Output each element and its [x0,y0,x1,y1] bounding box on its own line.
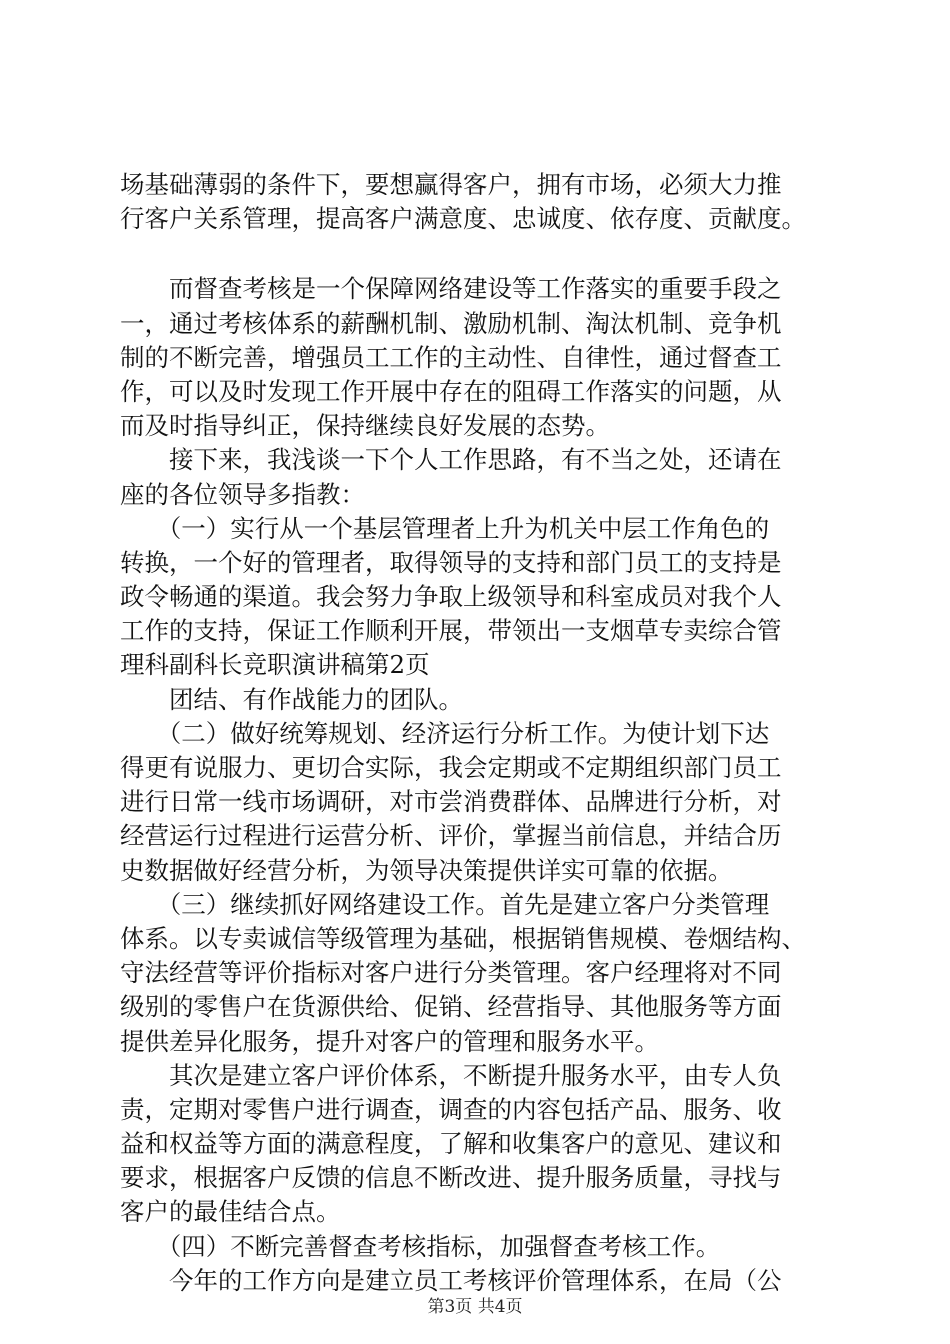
text-line: 而督查考核是一个保障网络建设等工作落实的重要手段之 [120,274,782,304]
document-body [120,168,832,1298]
text-line: 而及时指导纠正，保持继续良好发展的态势。 [120,411,610,441]
text-line: 史数据做好经营分析，为领导决策提供详实可靠的依据。 [120,855,733,885]
text-line: 客户的最佳结合点。 [120,1197,341,1227]
text-line: 座的各位领导多指教： [120,479,365,509]
text-line: 一，通过考核体系的薪酬机制、激励机制、淘汰机制、竞争机 [120,308,782,338]
text-line: 进行日常一线市场调研，对市尝消费群体、品牌进行分析，对 [120,787,782,817]
text-line: 级别的零售户在货源供给、促销、经营指导、其他服务等方面 [120,992,782,1022]
text-line: 责，定期对零售户进行调查，调查的内容包括产品、服务、收 [120,1094,782,1124]
text-line: （二）做好统筹规划、经济运行分析工作。为使计划下达 [120,718,770,748]
text-line: 得更有说服力、更切合实际，我会定期或不定期组织部门员工 [120,753,782,782]
page-number-label: 第3页 共4页 [427,1297,523,1317]
text-line: 转换，一个好的管理者，取得领导的支持和部门员工的支持是 [120,547,782,577]
text-line: 理科副科长竞职演讲稿第2页 [120,650,430,680]
text-line: （一）实行从一个基层管理者上升为机关中层工作角色的 [120,513,770,543]
text-line: （四）不断完善督查考核指标，加强督查考核工作。 [120,1231,721,1261]
text-line: 政令畅通的渠道。我会努力争取上级领导和科室成员对我个人 [120,582,782,612]
text-line: （三）继续抓好网络建设工作。首先是建立客户分类管理 [120,889,770,919]
page-footer [0,1296,950,1318]
text-line: 体系。以专卖诚信等级管理为基础，根据销售规模、卷烟结构、 [120,923,806,953]
text-line: 作，可以及时发现工作开展中存在的阻碍工作落实的问题，从 [120,376,782,406]
text-line: 要求，根据客户反馈的信息不断改进、提升服务质量，寻找与 [120,1163,782,1193]
text-line: 工作的支持，保证工作顺利开展，带领出一支烟草专卖综合管 [120,616,782,646]
text-line: 团结、有作战能力的团队。 [120,684,463,714]
text-line: 场基础薄弱的条件下，要想赢得客户，拥有市场，必须大力推 [120,170,782,199]
text-line: 今年的工作方向是建立员工考核评价管理体系，在局（公 [120,1265,782,1295]
text-line: 接下来，我浅谈一下个人工作思路，有不当之处，还请在 [120,445,782,475]
text-line: 益和权益等方面的满意程度，了解和收集客户的意见、建议和 [120,1129,782,1159]
text-line: 其次是建立客户评价体系，不断提升服务水平，由专人负 [120,1060,782,1090]
text-line: 守法经营等评价指标对客户进行分类管理。客户经理将对不同 [120,958,782,988]
text-line: 提供差异化服务，提升对客户的管理和服务水平。 [120,1026,659,1056]
text-line: 经营运行过程进行运营分析、评价，掌握当前信息，并结合历 [120,821,782,851]
paragraph-gap [120,236,832,272]
text-line: 制的不断完善，增强员工工作的主动性、自律性，通过督查工 [120,342,782,372]
text-line: 行客户关系管理，提高客户满意度、忠诚度、依存度、贡献度。 [120,204,806,234]
